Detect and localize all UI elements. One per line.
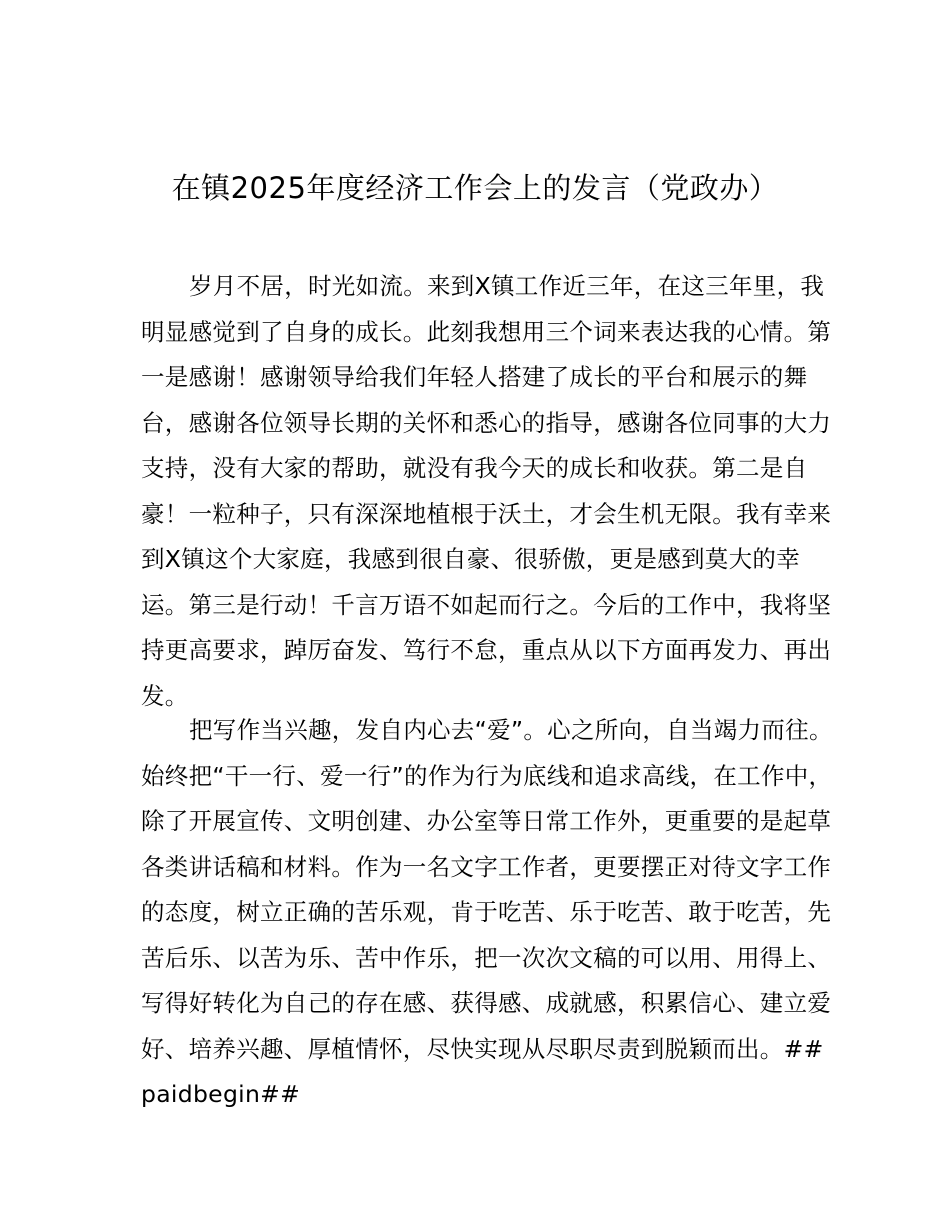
document-title: 在镇2025年度经济工作会上的发言（党政办）	[171, 171, 779, 205]
body-paragraph-2: 把写作当兴趣，发自内心去“爱”。心之所向，自当竭力而往。始终把“干一行、爱一行”的作为行为底线和追求高线，在工作中，除了开展宣传、文明创建、办公室等日常工作外，更重要的是起草各类讲话稿和材料。作为一名文字工作者，更要摆正对待文字工作的态度，树立正确的苦乐观，肯于吃苦、乐于吃苦、敢于吃苦，先苦后乐、以苦为乐、苦中作乐，把一次次文稿的可以用、用得上、写得好转化为自己的存在感、获得感、成就感，积累信心、建立爱好、培养兴趣、厚植情怀，尽快实现从尽职尽责到脱颖而出。##paidbegin##	[141, 716, 833, 1108]
body-paragraph-1: 岁月不居，时光如流。来到X镇工作近三年，在这三年里，我明显感觉到了自身的成长。此刻我想用三个词来表达我的心情。第一是感谢！感谢领导给我们年轻人搭建了成长的平台和展示的舞台，感谢各位领导长期的关怀和悉心的指导，感谢各位同事的大力支持，没有大家的帮助，就没有我今天的成长和收获。第二是自豪！一粒种子，只有深深地植根于沃土，才会生机无限。我有幸来到X镇这个大家庭，我感到很自豪、很骄傲，更是感到莫大的幸运。第三是行动！千言万语不如起而行之。今后的工作中，我将坚持更高要求，踔厉奋发、笃行不怠，重点从以下方面再发力、再出发。	[141, 272, 832, 710]
